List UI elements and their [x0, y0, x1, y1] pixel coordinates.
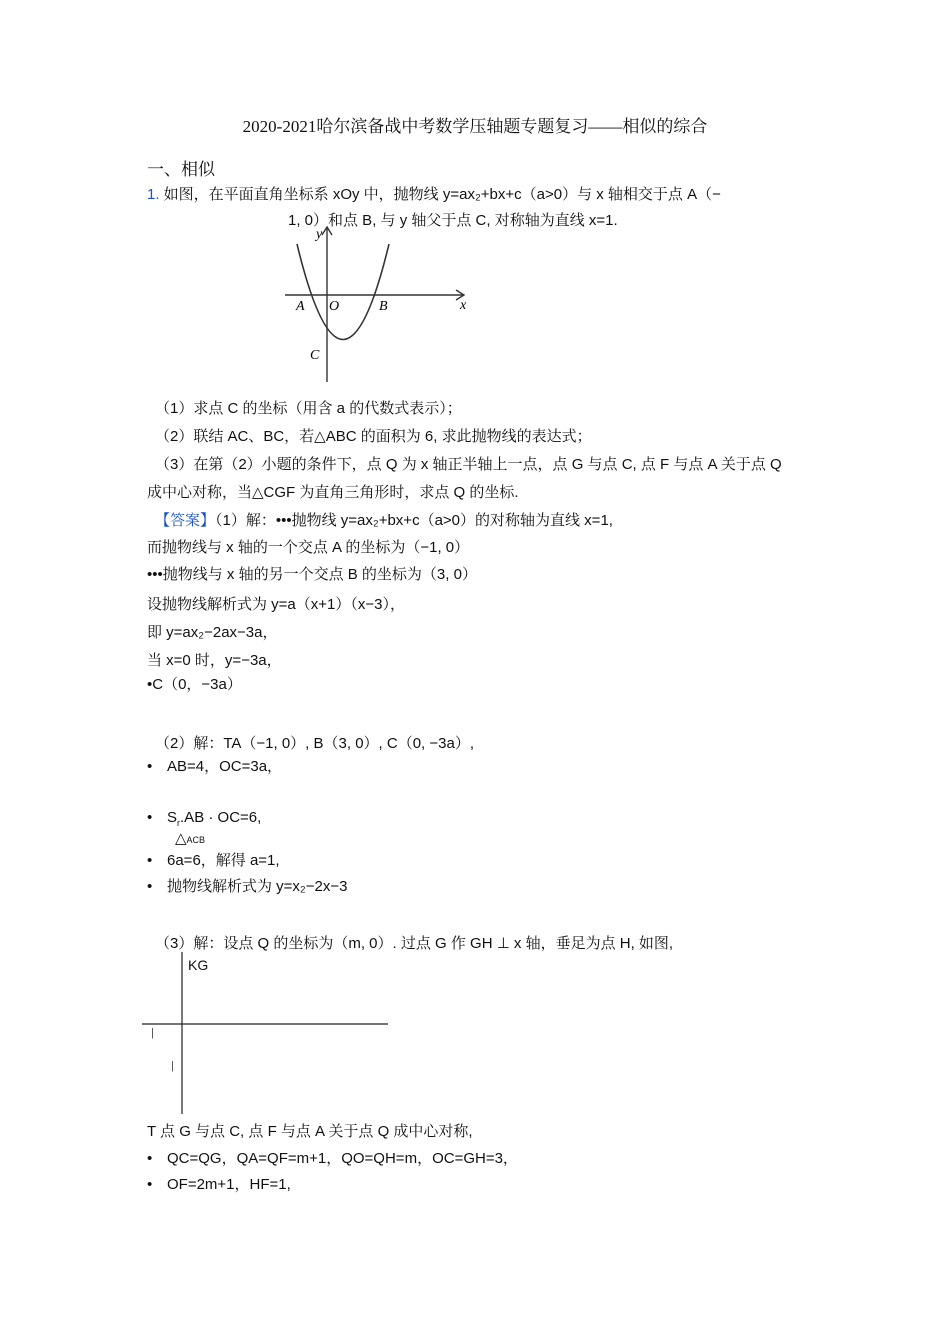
- answer-part2-line-3: [147, 849, 280, 870]
- parabola-figure: [280, 224, 480, 386]
- answer-part3-text-2: OF=2m+1，HF=1,: [167, 1176, 291, 1193]
- point-c-label: C: [310, 348, 320, 363]
- question-3-line-1: （3）在第（2）小题的条件下，点 Q 为 x 轴正半轴上一点，点 G 与点 C, 点 F 与点 A 关于点 Q: [155, 456, 782, 473]
- answer-tag: 【答案】: [155, 512, 216, 529]
- answer-part3-head: （3）解：设点 Q 的坐标为（m, 0）. 过点 G 作 GH ⊥ x 轴，垂足为点 H, 如图,: [155, 935, 674, 952]
- answer-part3-line-1: T 点 G 与点 C, 点 F 与点 A 关于点 Q 成中心对称,: [147, 1123, 473, 1140]
- answer-part3-bullet-2: [147, 1173, 291, 1194]
- figure-2: [140, 952, 400, 1117]
- section-heading: 一、相似: [147, 160, 215, 179]
- question-2: （2）联结 AC、BC，若△ABC 的面积为 6, 求此抛物线的表达式；: [155, 428, 592, 445]
- question-1: （1）求点 C 的坐标（用含 a 的代数式表示）；: [155, 400, 462, 417]
- point-b-label: B: [379, 299, 388, 314]
- answer-part1-line-5: 即 y=ax₂−2ax−3a，: [147, 624, 278, 641]
- answer-part1-line-7: •C（0，−3a）: [147, 676, 242, 693]
- origin-label: O: [329, 299, 340, 314]
- problem-line-2: 1, 0）和点 B, 与 y 轴父于点 C, 对称轴为直线 x=1.: [288, 212, 618, 229]
- problem-line-1: [147, 183, 721, 204]
- question-3-line-2: 成中心对称，当△CGF 为直角三角形时，求点 Q 的坐标.: [147, 484, 519, 501]
- answer-line-1: [155, 509, 613, 530]
- answer-part3-text-1: QC=QG，QA=QF=m+1，QO=QH=m，OC=GH=3，: [167, 1150, 518, 1167]
- document-title: 2020-2021哈尔滨备战中考数学压轴题专题复习——相似的综合: [242, 117, 708, 136]
- answer-part3-bullet-1: [147, 1147, 518, 1168]
- answer-part1-line-2: 而抛物线与 x 轴的一个交点 A 的坐标为（−1, 0）: [147, 539, 470, 556]
- answer-part1-line-6: 当 x=0 时，y=−3a，: [147, 652, 282, 669]
- figure-2-tick-1: |: [151, 1027, 154, 1039]
- area-symbol: S: [167, 809, 178, 826]
- figure-2-tick-2: |: [171, 1060, 174, 1072]
- answer-part2-text-1: AB=4，OC=3a，: [167, 758, 283, 775]
- answer-part2-head: （2）解：TA（−1, 0）, B（3, 0）, C（0, −3a）,: [155, 735, 474, 752]
- answer-part1-line-3: •••抛物线与 x 轴的另一个交点 B 的坐标为（3, 0）: [147, 566, 477, 583]
- answer-part1-line-4: 设抛物线解析式为 y=a（x+1）（x−3），: [147, 596, 405, 613]
- problem-text-1: 如图，在平面直角坐标系 xOy 中，抛物线 y=ax₂+bx+c（a>0）与 x 轴相交于点 A（−: [159, 186, 721, 203]
- answer-part2-line-1: [147, 755, 282, 776]
- answer-part1-line-1: （1）解：•••抛物线 y=ax₂+bx+c（a>0）的对称轴为直线 x=1,: [215, 512, 613, 529]
- parabola-curve: [297, 244, 389, 340]
- answer-part2-text-4: 抛物线解析式为 y=x₂−2x−3: [167, 878, 348, 895]
- answer-part2-text-3: 6a=6，解得 a=1,: [167, 852, 280, 869]
- area-triangle-sub: [175, 829, 205, 847]
- answer-part2-area-line: [147, 809, 261, 828]
- x-label: x: [460, 298, 467, 313]
- problem-number: 1.: [147, 186, 160, 203]
- triangle-symbol: △: [175, 830, 187, 847]
- figure-2-label: KG: [188, 957, 209, 973]
- triangle-subscript: ACB: [186, 835, 206, 845]
- y-label: y: [316, 227, 323, 242]
- area-formula: .AB · OC=6,: [180, 809, 262, 826]
- answer-part2-line-4: [147, 875, 347, 896]
- point-a-label: A: [296, 299, 305, 314]
- area-subscript: r: [177, 818, 181, 828]
